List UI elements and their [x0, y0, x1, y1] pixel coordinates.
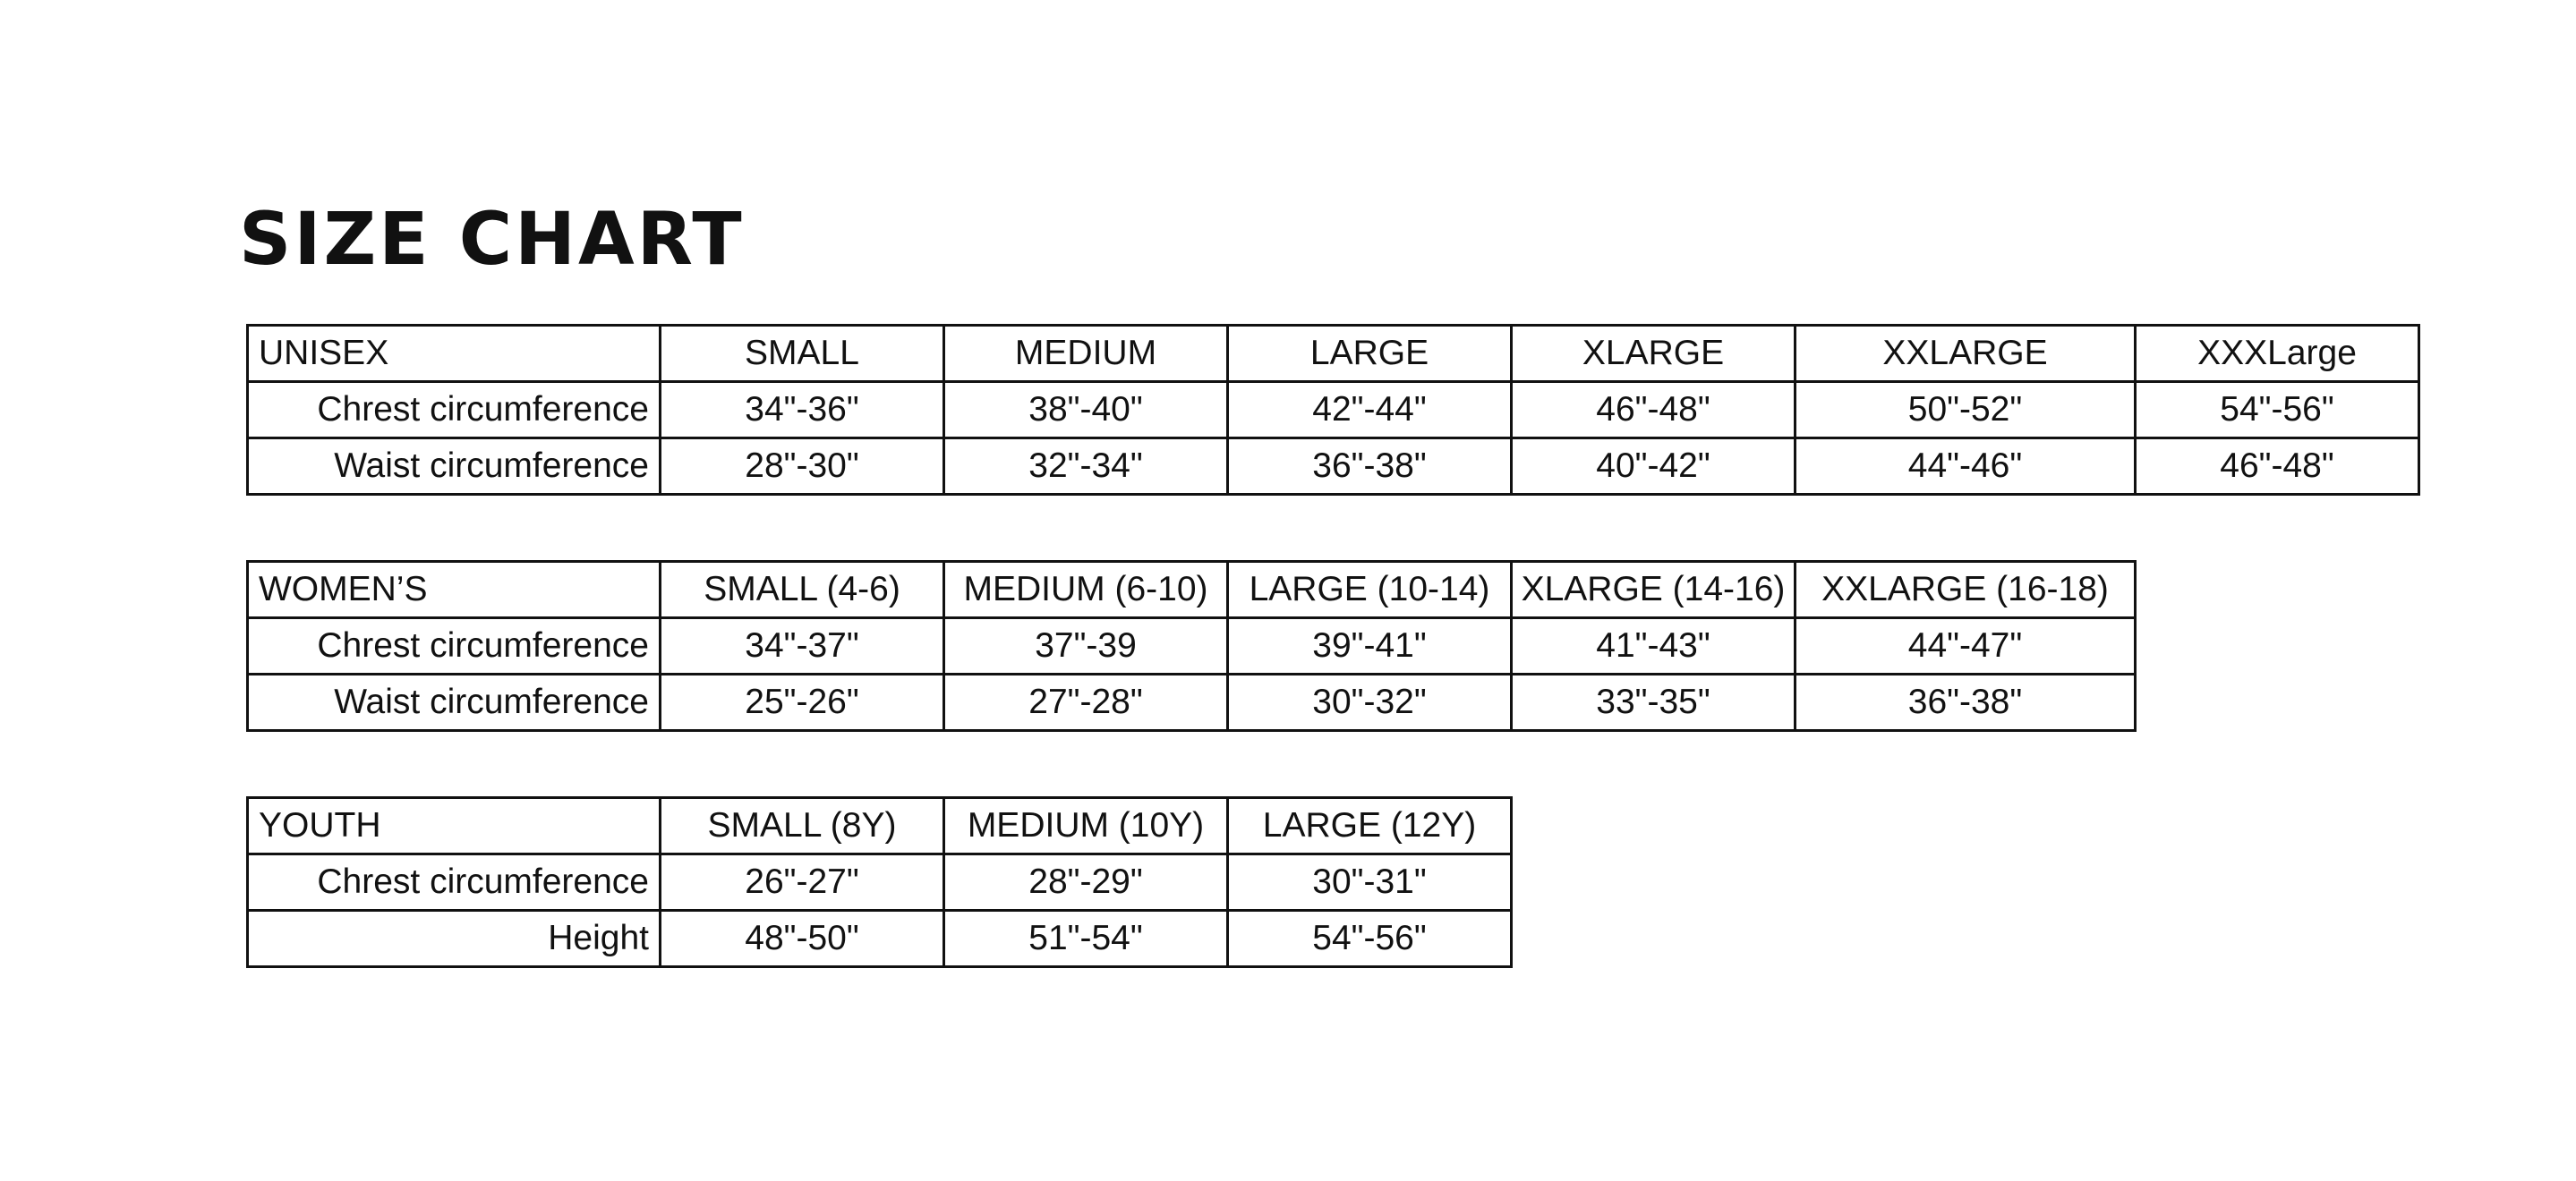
measurement-value: 26"-27": [661, 854, 944, 911]
womens-size-table: [246, 560, 2137, 732]
size-header-cell: SMALL (4-6): [661, 562, 944, 618]
table-header-row: [248, 326, 2419, 382]
measurement-value: 51"-54": [944, 911, 1228, 967]
table-row: [248, 675, 2136, 731]
page-title: SIZE CHART: [239, 198, 745, 282]
size-header-cell: LARGE (10-14): [1228, 562, 1512, 618]
size-header-cell: XLARGE: [1512, 326, 1796, 382]
table-row: [248, 382, 2419, 438]
size-header-cell: SMALL: [661, 326, 944, 382]
measurement-value: 36"-38": [1228, 438, 1512, 495]
measurement-value: 41"-43": [1512, 618, 1796, 675]
measurement-value: 46"-48": [1512, 382, 1796, 438]
measurement-value: 28"-30": [661, 438, 944, 495]
measurement-value: 37"-39: [944, 618, 1228, 675]
size-header-cell: MEDIUM (6-10): [944, 562, 1228, 618]
table-row: [248, 854, 1512, 911]
measurement-value: 54"-56": [2136, 382, 2419, 438]
measurement-value: 38"-40": [944, 382, 1228, 438]
measurement-value: 42"-44": [1228, 382, 1512, 438]
measurement-label: Chrest circumference: [248, 382, 661, 438]
measurement-value: 46"-48": [2136, 438, 2419, 495]
size-header-cell: MEDIUM: [944, 326, 1228, 382]
size-header-cell: SMALL (8Y): [661, 798, 944, 854]
size-header-cell: LARGE (12Y): [1228, 798, 1512, 854]
size-header-cell: XLARGE (14-16): [1512, 562, 1796, 618]
table-header-row: [248, 798, 1512, 854]
table-category-label: YOUTH: [248, 798, 661, 854]
measurement-value: 39"-41": [1228, 618, 1512, 675]
unisex-size-table: [246, 324, 2420, 496]
measurement-label: Chrest circumference: [248, 854, 661, 911]
measurement-label: Chrest circumference: [248, 618, 661, 675]
youth-size-table: [246, 796, 1513, 968]
table-header-row: [248, 562, 2136, 618]
measurement-label: Waist circumference: [248, 675, 661, 731]
size-header-cell: LARGE: [1228, 326, 1512, 382]
measurement-value: 40"-42": [1512, 438, 1796, 495]
measurement-value: 32"-34": [944, 438, 1228, 495]
measurement-value: 27"-28": [944, 675, 1228, 731]
measurement-value: 44"-46": [1796, 438, 2136, 495]
table-category-label: WOMEN’S: [248, 562, 661, 618]
measurement-value: 34"-37": [661, 618, 944, 675]
measurement-value: 54"-56": [1228, 911, 1512, 967]
table-row: [248, 438, 2419, 495]
measurement-value: 28"-29": [944, 854, 1228, 911]
size-header-cell: XXLARGE (16-18): [1796, 562, 2136, 618]
size-header-cell: MEDIUM (10Y): [944, 798, 1228, 854]
size-header-cell: XXXLarge: [2136, 326, 2419, 382]
measurement-label: Waist circumference: [248, 438, 661, 495]
measurement-value: 25"-26": [661, 675, 944, 731]
size-header-cell: XXLARGE: [1796, 326, 2136, 382]
table-category-label: UNISEX: [248, 326, 661, 382]
measurement-value: 50"-52": [1796, 382, 2136, 438]
measurement-value: 44"-47": [1796, 618, 2136, 675]
measurement-value: 34"-36": [661, 382, 944, 438]
measurement-value: 36"-38": [1796, 675, 2136, 731]
measurement-value: 48"-50": [661, 911, 944, 967]
measurement-label: Height: [248, 911, 661, 967]
measurement-value: 30"-31": [1228, 854, 1512, 911]
measurement-value: 30"-32": [1228, 675, 1512, 731]
table-row: [248, 911, 1512, 967]
table-row: [248, 618, 2136, 675]
measurement-value: 33"-35": [1512, 675, 1796, 731]
